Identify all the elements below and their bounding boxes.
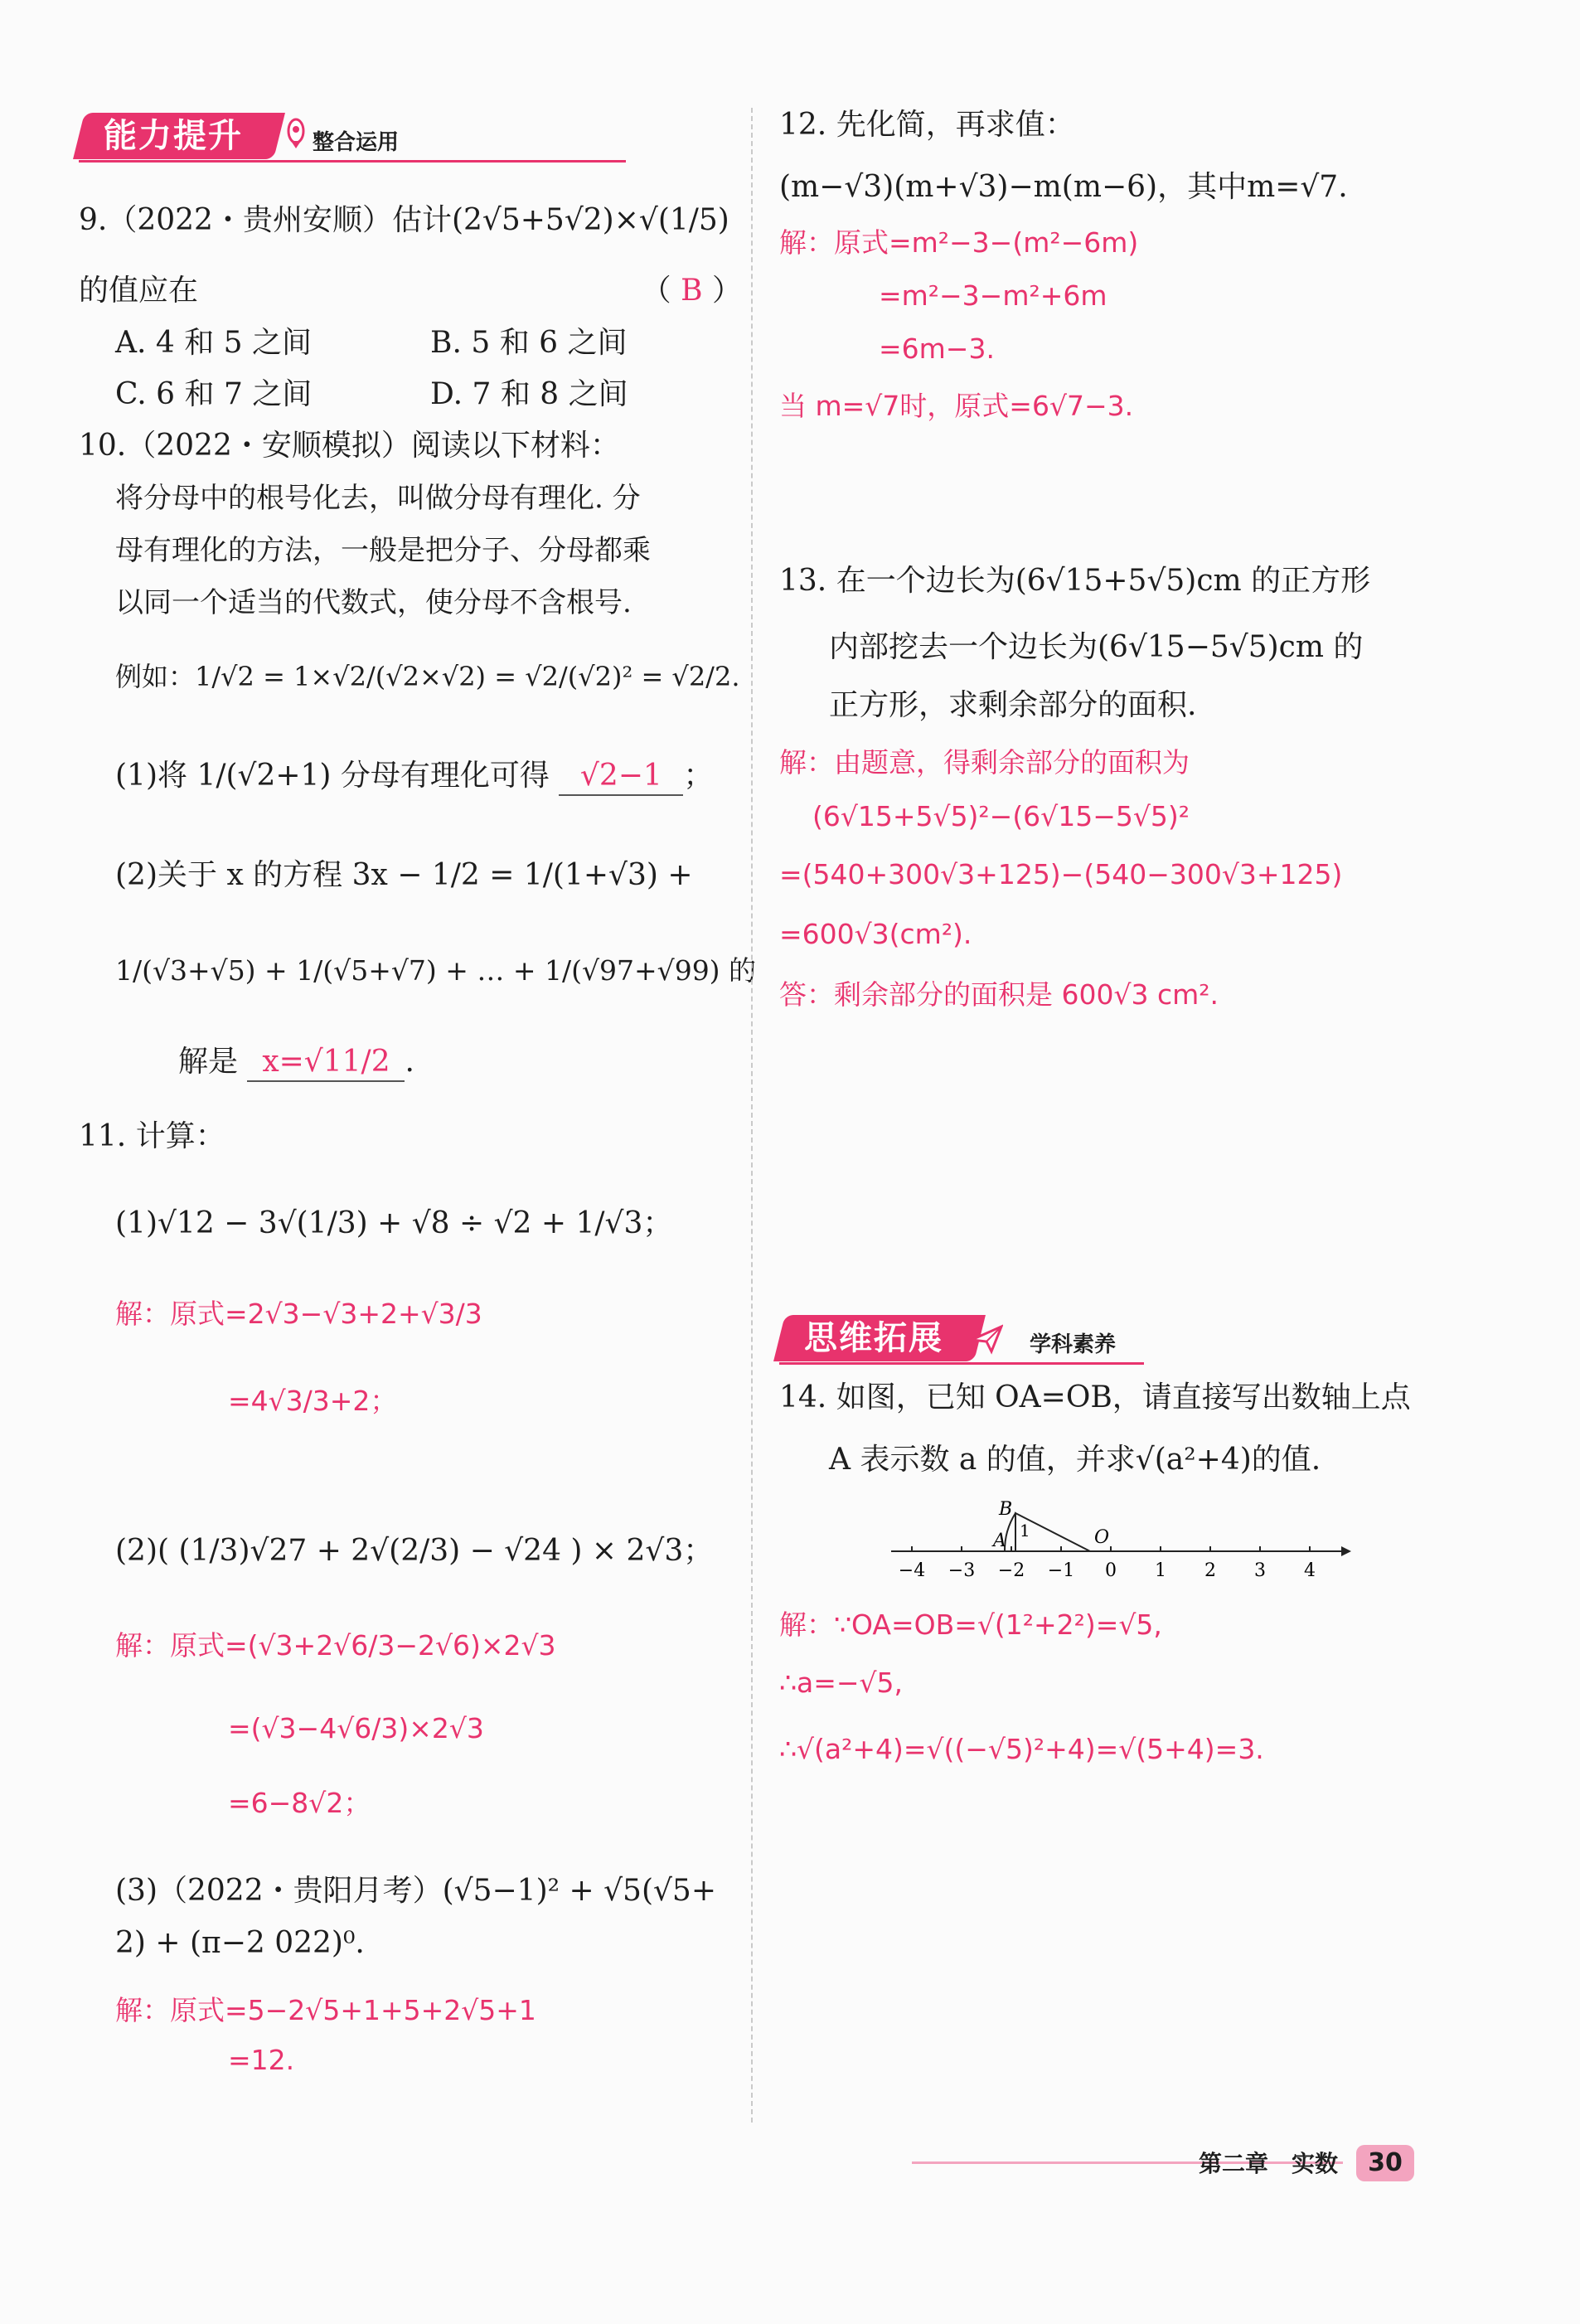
q13-sol-4: =600√3(cm²).	[779, 918, 972, 950]
tick-label: −2	[997, 1560, 1025, 1581]
q9-answer: B	[681, 274, 703, 308]
section-banner-ability	[79, 108, 626, 159]
q11-part2-sol-2: =(√3−4√6/3)×2√3	[228, 1712, 484, 1744]
rocket-icon	[284, 118, 308, 149]
q10-part2-answer: x=√11/2	[247, 1044, 405, 1082]
tick-label: −4	[898, 1560, 926, 1581]
page-footer	[912, 2143, 1426, 2185]
tick-label: −3	[948, 1560, 976, 1581]
tick-label: 3	[1254, 1560, 1266, 1581]
q9-option-a: A. 4 和 5 之间	[115, 326, 313, 360]
q12-sol-3: =6m−3.	[879, 332, 995, 365]
q11-part3-line1: (3)（2022・贵阳月考）(√5−1)² + √5(√5+	[115, 1874, 716, 1908]
q14-stem-1: 14. 如图，已知 OA=OB，请直接写出数轴上点	[779, 1380, 1411, 1414]
q10-example: 例如：1/√2 = 1×√2/(√2×√2) = √2/(√2)² = √2/2.	[115, 661, 740, 692]
q12-sol-1: 解：原式=m²−3−(m²−6m)	[779, 226, 1139, 259]
q11-part1-sol-2: =4√3/3+2；	[228, 1385, 398, 1417]
q12-expression: (m−√3)(m+√3)−m(m−6)，其中m=√7.	[779, 170, 1348, 204]
q10-material-2: 母有理化的方法，一般是把分子、分母都乘	[115, 534, 651, 567]
q12-sol-2: =m²−3−m²+6m	[879, 279, 1107, 312]
q14-stem-2: A 表示数 a 的值，并求√(a²+4)的值.	[829, 1443, 1321, 1477]
page-number: 30	[1356, 2145, 1414, 2181]
q11-part3-line2: 2) + (π−2 022)⁰.	[115, 1926, 365, 1960]
q11-part2-sol-3: =6−8√2；	[228, 1787, 371, 1819]
label-1: 1	[1020, 1521, 1030, 1540]
banner-title: 能力提升	[73, 113, 285, 159]
q11-part3-sol-1: 解：原式=5−2√5+1+5+2√5+1	[115, 1994, 536, 2026]
q14-sol-1: 解：∵OA=OB=√(1²+2²)=√5,	[779, 1608, 1162, 1641]
banner-subtitle: 整合运用	[313, 130, 400, 155]
q9-stem: 9.（2022・贵州安顺）估计(2√5+5√2)×√(1/5)	[79, 203, 729, 237]
tick-label: 4	[1304, 1560, 1316, 1581]
left-column	[79, 0, 757, 2123]
q10-part1-answer: √2−1	[559, 758, 683, 796]
banner-underline	[79, 160, 626, 163]
section-banner-thinking	[779, 1310, 1144, 1361]
number-line-figure	[887, 1480, 1351, 1588]
q10-stem: 10.（2022・安顺模拟）阅读以下材料：	[79, 429, 620, 463]
q14-sol-3: ∴√(a²+4)=√((−√5)²+4)=√(5+4)=3.	[779, 1733, 1264, 1765]
tick-label: 0	[1105, 1560, 1117, 1581]
label-b: B	[999, 1499, 1013, 1520]
q11-stem: 11. 计算：	[79, 1119, 225, 1153]
q13-stem-2: 内部挖去一个边长为(6√15−5√5)cm 的	[829, 630, 1364, 664]
q9-option-c: C. 6 和 7 之间	[115, 377, 313, 411]
q13-sol-1: 解：由题意，得剩余部分的面积为	[779, 746, 1190, 779]
q10-part2-line2: 1/(√3+√5) + 1/(√5+√7) + … + 1/(√97+√99) 的	[115, 954, 757, 987]
q11-part2: (2)( (1/3)√27 + 2√(2/3) − √24 ) × 2√3；	[115, 1534, 714, 1568]
q9-option-b: B. 5 和 6 之间	[430, 326, 628, 360]
q14-sol-2: ∴a=−√5,	[779, 1667, 904, 1699]
q10-part2-line1: (2)关于 x 的方程 3x − 1/2 = 1/(1+√3) +	[115, 858, 693, 892]
chapter-label: 第二章 实数	[1199, 2150, 1339, 2177]
q9-options-row1	[79, 322, 778, 365]
q10-part2-line3: 解是 x=√11/2 .	[79, 1041, 841, 1084]
q10-material-1: 将分母中的根号化去，叫做分母有理化. 分	[115, 482, 641, 515]
paper-plane-icon	[970, 1323, 1003, 1355]
tick-label: −1	[1047, 1560, 1075, 1581]
axis-arrow	[1341, 1546, 1351, 1556]
q13-sol-3: =(540+300√3+125)−(540−300√3+125)	[779, 858, 1343, 890]
column-divider	[751, 108, 753, 2123]
q9-answer-paren: （ B ）	[641, 274, 742, 308]
q10-part1: (1)将 1/(√2+1) 分母有理化可得 √2−1 ；	[79, 754, 778, 798]
q9-options-row2	[79, 373, 778, 416]
q11-part3-sol-2: =12.	[228, 2044, 295, 2076]
q10-material-3: 以同一个适当的代数式，使分母不含根号.	[115, 586, 632, 619]
q11-part1-sol-1: 解：原式=2√3−√3+2+√3/3	[115, 1298, 482, 1330]
banner-subtitle: 学科素养	[1030, 1332, 1117, 1357]
tick-label: 1	[1155, 1560, 1166, 1581]
q11-part1: (1)√12 − 3√(1/3) + √8 ÷ √2 + 1/√3；	[115, 1206, 673, 1240]
q12-stem: 12. 先化简，再求值：	[779, 108, 1075, 142]
label-a: A	[993, 1531, 1006, 1551]
q13-stem-1: 13. 在一个边长为(6√15+5√5)cm 的正方形	[779, 564, 1371, 598]
banner-title: 思维拓展	[773, 1315, 986, 1361]
q9-stem-line2: 的值应在 （ B ）	[79, 269, 742, 313]
label-o: O	[1094, 1527, 1110, 1548]
q11-part2-sol-1: 解：原式=(√3+2√6/3−2√6)×2√3	[115, 1629, 556, 1662]
tick-label: 2	[1204, 1560, 1216, 1581]
q13-sol-5: 答：剩余部分的面积是 600√3 cm².	[779, 978, 1219, 1011]
q13-stem-3: 正方形，求剩余部分的面积.	[829, 688, 1197, 722]
q13-sol-2: (6√15+5√5)²−(6√15−5√5)²	[812, 800, 1190, 832]
q9-option-d: D. 7 和 8 之间	[430, 377, 628, 411]
banner-underline	[779, 1362, 1144, 1365]
right-column	[779, 0, 1442, 2123]
q12-sol-4: 当 m=√7时，原式=6√7−3.	[779, 390, 1134, 422]
